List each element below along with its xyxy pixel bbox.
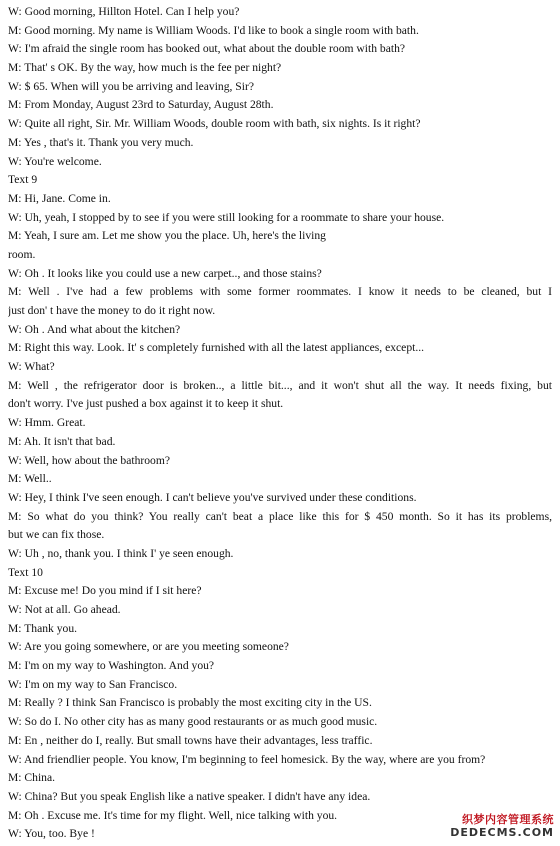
dialogue-line: W: Hey, I think I've seen enough. I can't believe you've survived under these conditions. (8, 490, 417, 504)
watermark-url: DEDECMS.COM (450, 826, 554, 839)
dialogue-line: M: Well , the refrigerator door is broken.., a little bit..., and it won't shut all the way. It needs fixing, but (8, 378, 552, 392)
section-heading: Text 9 (8, 173, 38, 187)
dialogue-line: M: I'm on my way to Washington. And you? (8, 659, 215, 673)
dialogue-line: M: Well . I've had a few problems with some former roommates. I know it needs to be cleaned, but I (8, 285, 552, 299)
section-heading: Text 10 (8, 565, 43, 579)
watermark-chinese: 织梦内容管理系统 (462, 813, 554, 826)
dialogue-line: W: What? (8, 360, 55, 374)
dialogue-text (8, 3, 552, 844)
dialogue-line: M: From Monday, August 23rd to Saturday, August 28th. (8, 98, 274, 112)
dialogue-line: just don' t have the money to do it right now. (8, 304, 216, 317)
dialogue-line: W: Are you going somewhere, or are you meeting someone? (8, 640, 289, 654)
dialogue-line: M: Thank you. (8, 621, 78, 635)
dialogue-line: W: I'm afraid the single room has booked out, what about the double room with bath? (8, 42, 406, 56)
dialogue-line: M: En , neither do I, really. But small towns have their advantages, less traffic. (8, 733, 373, 747)
dialogue-line: room. (8, 247, 36, 261)
dialogue-line: but we can fix those. (8, 528, 105, 542)
dialogue-line: W: Uh, yeah, I stopped by to see if you were still looking for a roommate to share your house. (8, 210, 445, 224)
dialogue-line: W: You're welcome. (8, 154, 102, 168)
dialogue-line: W: Good morning, Hillton Hotel. Can I help you? (8, 5, 240, 18)
dialogue-line: M: So what do you think? You really can't beat a place like this for $ 450 month. So it has its problems, (8, 509, 552, 523)
dialogue-line: W: Oh . And what about the kitchen? (8, 322, 181, 336)
dialogue-line: W: Not at all. Go ahead. (8, 603, 121, 616)
dialogue-line: M: Well.. (8, 472, 52, 486)
dialogue-line: W: I'm on my way to San Francisco. (8, 677, 178, 691)
dialogue-line: W: $ 65. When will you be arriving and leaving, Sir? (8, 79, 254, 93)
dialogue-line: M: That' s OK. By the way, how much is the fee per night? (8, 61, 282, 75)
dialogue-line: M: Good morning. My name is William Woods. I'd like to book a single room with bath. (8, 23, 419, 37)
dialogue-line: W: Oh . It looks like you could use a new carpet.., and those stains? (8, 266, 322, 280)
dialogue-line: W: You, too. Bye ! (8, 827, 95, 841)
dialogue-line: M: Oh . Excuse me. It's time for my flight. Well, nice talking with you. (8, 808, 338, 822)
dialogue-line: W: So do I. No other city has as many good restaurants or as much good music. (8, 715, 378, 729)
dialogue-line: W: Quite all right, Sir. Mr. William Woods, double room with bath, six nights. Is it right? (8, 117, 421, 131)
watermark-logo (450, 814, 554, 838)
dialogue-line: don't worry. I've just pushed a box against it to keep it shut. (8, 397, 284, 411)
dialogue-line: M: Really ? I think San Francisco is probably the most exciting city in the US. (8, 696, 372, 710)
dialogue-line: M: China. (8, 771, 56, 785)
dialogue-line: W: China? But you speak English like a native speaker. I didn't have any idea. (8, 789, 371, 803)
dialogue-line: M: Yes , that's it. Thank you very much. (8, 135, 194, 149)
dialogue-line: W: Hmm. Great. (8, 416, 86, 430)
dialogue-line: M: Excuse me! Do you mind if I sit here? (8, 584, 202, 598)
dialogue-line: M: Right this way. Look. It' s completely furnished with all the latest appliances, except... (8, 341, 425, 355)
dialogue-line: M: Yeah, I sure am. Let me show you the place. Uh, here's the living (8, 229, 326, 243)
dialogue-line: W: Uh , no, thank you. I think I' ye seen enough. (8, 546, 234, 560)
dialogue-line: M: Ah. It isn't that bad. (8, 434, 116, 448)
dialogue-line: W: Well, how about the bathroom? (8, 453, 170, 467)
dialogue-line: W: And friendlier people. You know, I'm beginning to feel homesick. By the way, where are you from? (8, 752, 486, 766)
dialogue-line: M: Hi, Jane. Come in. (8, 191, 111, 205)
